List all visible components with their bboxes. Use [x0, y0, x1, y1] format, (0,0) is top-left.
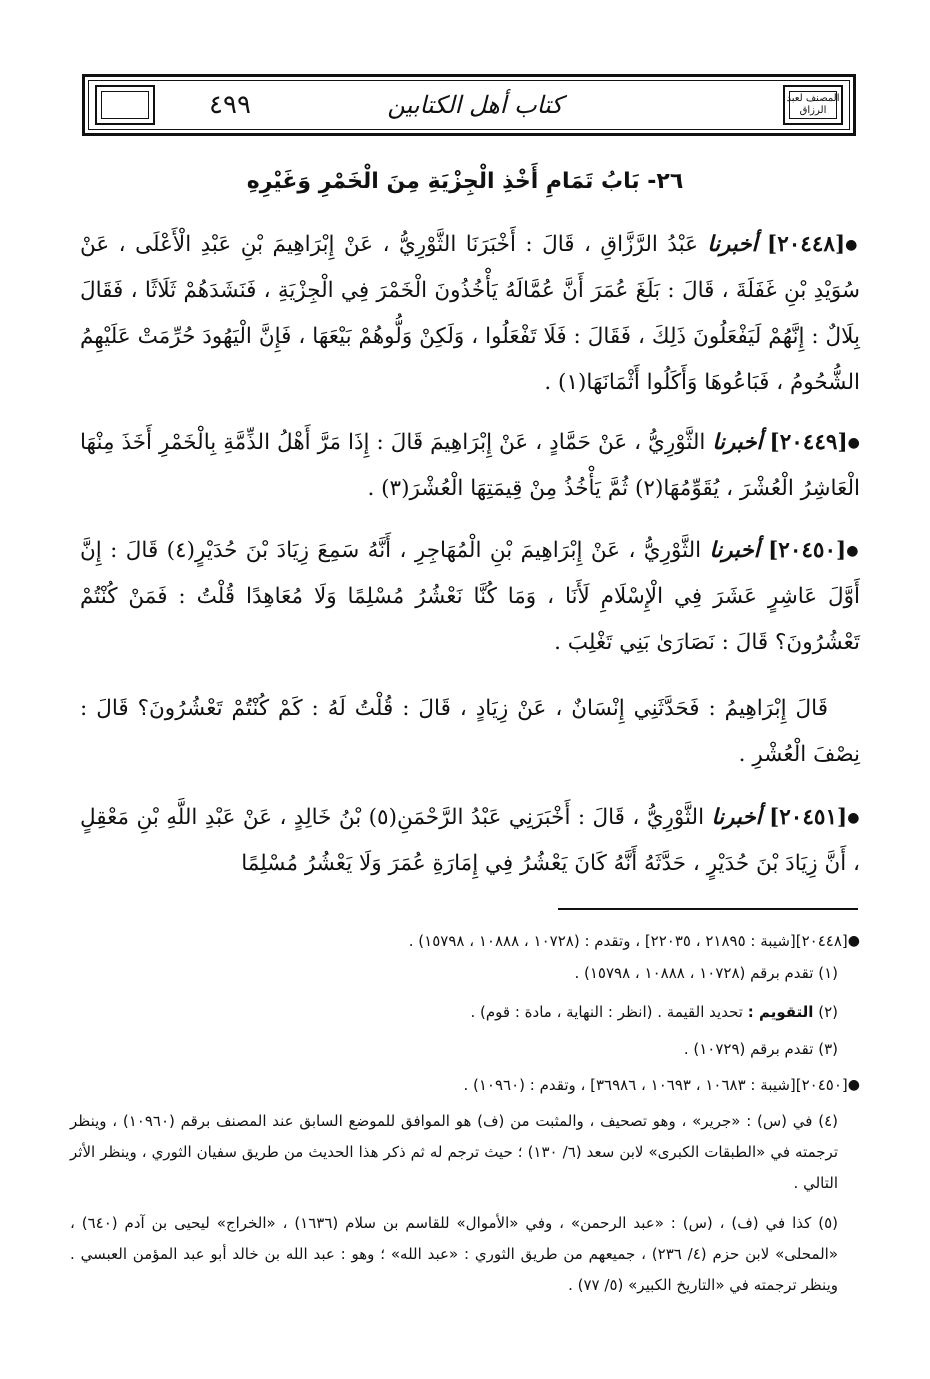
isnad-start: أخبرنا — [712, 430, 763, 455]
footnote-label: (١) — [818, 964, 838, 982]
footnote-text: كذا في (ف) ، (س) : «عبد الرحمن» ، وفي «الأموال» للقاسم بن سلام (١٦٣٦) ، «الخراج» ليحيى بن آدم (٦٤٠) ، «المحلى» لابن حزم (٤/ ٢٣٦) ، جميعهم من طريق الثوري : «عبد الله» ؛ وهو : عبد الله بن خالد أبو عبد المؤمن العبسي . وينظر ترجمته في «التاريخ الكبير» (٥/ ٧٧) . — [70, 1214, 839, 1294]
footnote-text: في (س) : «جرير» ، وهو تصحيف ، والمثبت من (ف) هو الموافق للموضع السابق عند المصنف برقم (١٠٩٦٠) ، وينظر ترجمته في «الطبقات الكبرى» لابن سعد (٦/ ١٣٠) ؛ حيث ترجم له ثم ذكر هذا الحديث من طريق سفيان الثوري ، وينظر الأثر التالي . — [70, 1112, 838, 1192]
bullet-icon: ● — [847, 810, 860, 826]
footnote-text: تقدم برقم (١٠٧٢٨ ، ١٠٨٨٨ ، ١٥٧٩٨) . — [574, 964, 814, 982]
footnote-label: (٢) — [818, 1003, 838, 1021]
book-name: كتاب أهل الكتابين — [387, 91, 563, 119]
hadith-20448 — [80, 222, 860, 406]
footnote-20448 — [70, 926, 860, 957]
bullet-icon: ● — [847, 435, 860, 451]
ornament-emblem-left — [95, 85, 155, 125]
isnad-start: أخبرنا — [707, 232, 758, 257]
hadith-20449 — [80, 420, 860, 512]
hadith-text: عَبْدُ الرَّزَّاقِ ، قَالَ : أَخْبَرَنَا الثَّوْرِيُّ ، عَنْ إِبْرَاهِيمَ بْنِ عَبْدِ الْأَعْلَى ، عَنْ سُوَيْدِ بْنِ غَفَلَةَ ، قَالَ : بَلَغَ عُمَرَ أَنَّ عُمَّالَهُ يَأْخُذُونَ الْخَمْرَ فِي الْجِزْيَةِ ، فَنَشَدَهُمْ ثَلَاثًا ، فَقَالَ بِلَالٌ : إِنَّهُمْ لَيَفْعَلُونَ ذَلِكَ ، فَقَالَ : فَلَا تَفْعَلُوا ، وَلَكِنْ وَلُّوهُمْ بَيْعَهَا ، فَإِنَّ الْيَهُودَ حُرِّمَتْ عَلَيْهِمُ الشُّحُومُ ، فَبَاعُوهَا وَأَكَلُوا أَثْمَانَهَا(١) . — [80, 232, 860, 395]
footnote-label: [٢٠٤٥٠] — [795, 1076, 848, 1094]
footnote-20450 — [70, 1070, 860, 1101]
footnote-1 — [70, 958, 838, 989]
footnote-term: التقويم : — [747, 1003, 814, 1021]
footnote-4 — [70, 1106, 838, 1199]
footnote-label: (٤) — [818, 1112, 838, 1130]
bullet-icon: ● — [847, 1077, 860, 1093]
ornament-inner-border — [789, 91, 837, 119]
isnad-start: أخبرنا — [711, 805, 762, 830]
hadith-number: [٢٠٤٤٨] — [767, 232, 846, 257]
footnote-5 — [70, 1208, 838, 1301]
footnote-2 — [70, 997, 838, 1028]
footnote-separator — [558, 908, 858, 910]
hadith-20450 — [80, 528, 860, 666]
hadith-number: [٢٠٤٥٠] — [768, 538, 847, 563]
hadith-number: [٢٠٤٤٩] — [769, 430, 848, 455]
footnote-label: (٥) — [818, 1214, 838, 1232]
footnote-label: (٣) — [818, 1040, 838, 1058]
hadith-text: الثَّوْرِيُّ ، عَنْ حَمَّادٍ ، عَنْ إِبْرَاهِيمَ قَالَ : إِذَا مَرَّ أَهْلُ الذِّمَّةِ بِالْخَمْرِ أَخَذَ مِنْهَا الْعَاشِرُ الْعُشْرَ ، يُقَوِّمُهَا(٢) ثُمَّ يَأْخُذُ مِنْ قِيمَتِهَا الْعُشْرَ(٣) . — [80, 430, 860, 501]
footnote-text: تقدم برقم (١٠٧٢٩) . — [683, 1040, 814, 1058]
bullet-icon: ● — [845, 237, 860, 253]
footnote-text: [شيبة : ١٠٦٨٣ ، ١٠٦٩٣ ، ٣٦٩٨٦] ، وتقدم : (١٠٩٦٠) . — [463, 1076, 796, 1094]
bullet-icon: ● — [846, 543, 860, 559]
isnad-start: أخبرنا — [709, 538, 760, 563]
footnote-text: [شيبة : ٢١٨٩٥ ، ٢٢٠٣٥] ، وتقدم : (١٠٧٢٨ ، ١٠٨٨٨ ، ١٥٧٩٨) . — [408, 932, 796, 950]
hadith-text: الثَّوْرِيُّ ، قَالَ : أَخْبَرَنِي عَبْدُ الرَّحْمَنِ(٥) بْنُ خَالِدٍ ، عَنْ عَبْدِ اللَّهِ بْنِ مَعْقِلٍ ، أَنَّ زِيَادَ بْنَ حُدَيْرٍ ، حَدَّثَهُ أَنَّهُ كَانَ يَعْشُرُ فِي إِمَارَةِ عُمَرَ وَلَا يَعْشُرُ مُسْلِمًا — [80, 805, 860, 876]
footnote-label: [٢٠٤٤٨] — [795, 932, 848, 950]
footnote-text: تحديد القيمة . (انظر : النهاية ، مادة : قوم) . — [470, 1003, 743, 1021]
page-number: ٤٩٩ — [209, 90, 251, 120]
chapter-title: ٢٦- بَابُ تَمَامِ أَخْذِ الْجِزْيَةِ مِنَ الْخَمْرِ وَغَيْرِهِ — [246, 169, 684, 194]
footnote-3 — [70, 1034, 838, 1065]
hadith-20451 — [80, 795, 860, 887]
hadith-text: الثَّوْرِيُّ ، عَنْ إِبْرَاهِيمَ بْنِ الْمُهَاجِرِ ، أَنَّهُ سَمِعَ زِيَادَ بْنَ حُدَيْرٍ(٤) قَالَ : إِنَّ أَوَّلَ عَاشِرٍ عَشَرَ فِي الْإِسْلَامِ لَأَنَا ، وَمَا كُنَّا نَعْشُرُ مُسْلِمًا وَلَا مُعَاهِدًا قُلْتُ : فَمَنْ كُنْتُمْ تَعْشُرُونَ؟ قَالَ : نَصَارَىٰ بَنِي تَغْلِبَ . — [80, 538, 860, 655]
hadith-number: [٢٠٤٥١] — [769, 805, 848, 830]
emblem-logo — [783, 85, 843, 125]
ornament-inner-border — [101, 91, 149, 119]
hadith-20450-continuation — [80, 686, 860, 778]
bullet-icon: ● — [847, 933, 860, 949]
hadith-text: قَالَ إِبْرَاهِيمُ : فَحَدَّثَنِي إِنْسَانٌ ، عَنْ زِيَادٍ ، قَالَ : قُلْتُ لَهُ : كَمْ كُنْتُمْ تَعْشُرُونَ؟ قَالَ : نِصْفَ الْعُشْرِ . — [80, 696, 860, 767]
emblem-text: المصنف لعبد الرزاق — [786, 93, 840, 116]
page-header-frame — [82, 74, 856, 136]
